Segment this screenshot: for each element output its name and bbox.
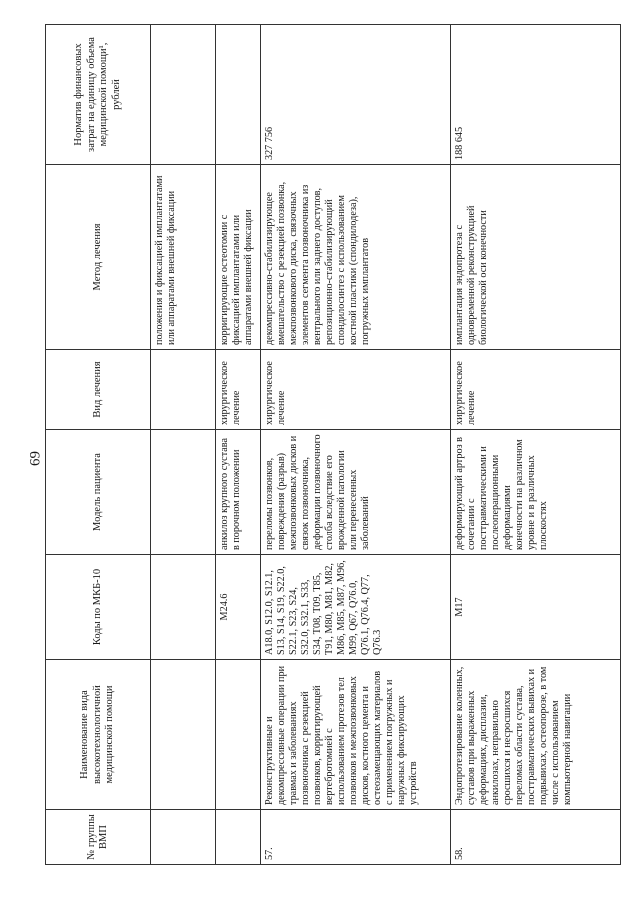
header-method: Метод лечения [46, 165, 151, 350]
cell-patient-model: переломы позвонков, повреждения (разрыв) межпозвонковых дисков и связок позвоночника, деформации позвоночного столба вследствие его врожденной патологии или перенесенных заболеваний [261, 430, 451, 555]
cell-icd-codes: M17 [451, 555, 621, 660]
cell-patient-model: анкилоз крупного сустава в порочном положении [216, 430, 261, 555]
cell-vmp-name [216, 660, 261, 810]
table-row [216, 25, 261, 865]
header-treatment-type: Вид лечения [46, 350, 151, 430]
cell-group-no: 58. [451, 810, 621, 865]
cell-vmp-name: Реконструктивные и декомпрессивные операции при травмах и заболеваниях позвоночника с резекцией позвонков, корригирующей вертебротомией с использованием протезов тел позвонков и межпозвонковых дисков, костного цемента и остеозамещающих материалов с применением погружных и наружных фиксирующих устройств [261, 660, 451, 810]
cell-method: корригирующие остеотомии с фиксацией имплантатами или аппаратами внешней фиксации [216, 165, 261, 350]
cell-icd-codes: A18.0, S12.0, S12.1, S13, S14, S19, S22.0, S22.1, S23, S24, S32.0, S32.1, S33, S34, T08, T09, T85, T91, M80, M81, M82, M86, M85, M87, M96, M99, Q67, Q76.0, Q76.1, Q76.4, Q77, Q76.3 [261, 555, 451, 660]
cell-method: положения и фиксацией имплантатами или аппаратами внешней фиксации [151, 165, 216, 350]
header-group-no: № группы ВМП [46, 810, 151, 865]
cell-norm: 188 645 [451, 25, 621, 165]
cell-treatment-type: хирургическое лечение [451, 350, 621, 430]
cell-method: декомпрессивно-стабилизирующее вмешательство с резекцией позвонка, межпозвонкового диска, связочных элементов сегмента позвоночника из вентрального или заднего доступов, репозиционно-стабилизирующий спондилосинтез с использованием костной пластики (спондилодеза), погружных имплантатов [261, 165, 451, 350]
cell-patient-model: деформирующий артроз в сочетании с посттравматическими и послеоперационными деформациями конечности на различном уровне и в различных плоскостях [451, 430, 621, 555]
table-row [151, 25, 216, 865]
cell-group-no [216, 810, 261, 865]
cell-method: имплантация эндопротеза с одновременной реконструкцией биологической оси конечности [451, 165, 621, 350]
cell-treatment-type [151, 350, 216, 430]
cell-vmp-name: Эндопротезирование коленных, суставов при выраженных деформациях, дисплазии, анкилозах, неправильно сросшихся и несросшихся переломах области сустава, посттравматических вывихах и подвывихах, остеопорозе, в том числе с использованием компьютерной навигации [451, 660, 621, 810]
header-patient-model: Модель пациента [46, 430, 151, 555]
header-icd-codes: Коды по МКБ-10 [46, 555, 151, 660]
cell-norm: 327 756 [261, 25, 451, 165]
cell-group-no [151, 810, 216, 865]
header-vmp-name: Наименование вида высокотехнологичной медицинской помощи [46, 660, 151, 810]
table-row [451, 25, 621, 865]
header-norm: Норматив финансовых затрат на единицу объема медицинской помощи¹, рублей [46, 25, 151, 165]
cell-norm [151, 25, 216, 165]
rotated-table-container [45, 25, 620, 865]
table-row [261, 25, 451, 865]
header-row [46, 25, 151, 865]
cell-vmp-name [151, 660, 216, 810]
cell-patient-model [151, 430, 216, 555]
page-number: 69 [27, 451, 44, 466]
vmp-table [45, 24, 621, 865]
cell-treatment-type: хирургическое лечение [261, 350, 451, 430]
cell-icd-codes [151, 555, 216, 660]
cell-group-no: 57. [261, 810, 451, 865]
cell-icd-codes: M24.6 [216, 555, 261, 660]
cell-treatment-type: хирургическое лечение [216, 350, 261, 430]
cell-norm [216, 25, 261, 165]
